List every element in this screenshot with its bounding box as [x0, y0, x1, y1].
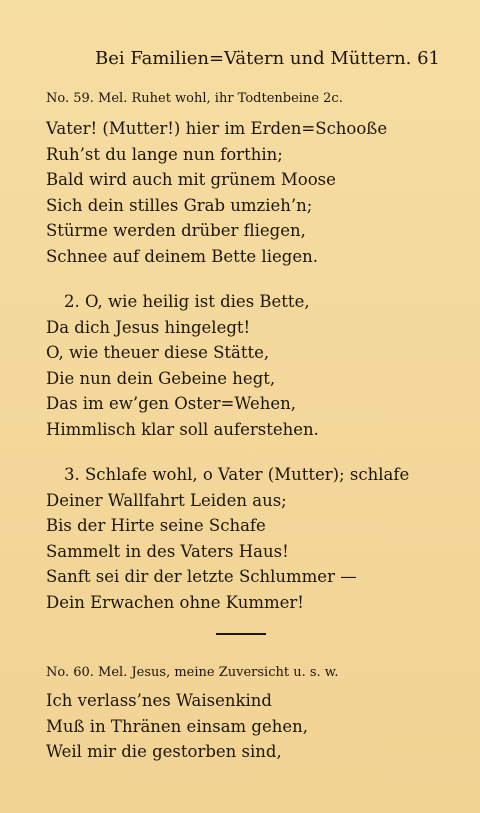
verse-line: O, wie theuer diese Stätte, — [46, 343, 270, 362]
verse-line: 2. O, wie heilig ist dies Bette, — [64, 292, 310, 311]
verse-line: 3. Schlafe wohl, o Vater (Mutter); schlafe — [64, 465, 410, 484]
verse-line: Die nun dein Gebeine hegt, — [46, 368, 276, 388]
verse-line: Das im ew’gen Oster=Wehen, — [46, 394, 297, 413]
verse-line: Deiner Wallfahrt Leiden aus; — [46, 490, 287, 510]
hymn-60-header: No. 60. Mel. Jesus, meine Zuversicht u. s. w. — [46, 665, 339, 680]
section-divider — [216, 633, 266, 635]
verse-line: Muß in Thränen einsam gehen, — [46, 716, 309, 736]
verse-line: Vater! (Mutter!) hier im Erden=Schooße — [46, 119, 388, 138]
verse-line: Sanft sei dir der letzte Schlummer — — [46, 567, 357, 586]
hymn-60-stanza-1 — [46, 688, 440, 765]
verse-line: Da dich Jesus hingelegt! — [46, 317, 251, 337]
verse-line: Sich dein stilles Grab umzieh’n; — [46, 195, 313, 215]
verse-line: Sammelt in des Vaters Haus! — [46, 541, 289, 561]
hymn-59-header: No. 59. Mel. Ruhet wohl, ihr Todtenbeine 2c. — [46, 91, 343, 106]
verse-line: Weil mir die gestorben sind, — [46, 742, 282, 761]
hymn-59-header-block — [46, 88, 440, 110]
hymn-59-stanza-2 — [46, 289, 440, 442]
verse-line: Stürme werden drüber fliegen, — [46, 221, 306, 240]
verse-line: Ich verlass’nes Waisenkind — [46, 691, 272, 710]
verse-line: Dein Erwachen ohne Kummer! — [46, 592, 304, 612]
hymn-59-stanza-1 — [46, 116, 440, 269]
hymn-59-stanza-3 — [46, 462, 440, 615]
page-number: 61 — [417, 48, 440, 69]
verse-line: Bis der Hirte seine Schafe — [46, 516, 266, 535]
verse-line: Himmlisch klar soll auferstehen. — [46, 419, 319, 439]
verse-line: Ruh’st du lange nun forthin; — [46, 144, 283, 164]
verse-line: Schnee auf deinem Bette liegen. — [46, 246, 318, 266]
verse-line: Bald wird auch mit grünem Moose — [46, 170, 336, 189]
running-header — [95, 48, 440, 72]
hymn-60-header-block — [46, 662, 440, 684]
running-title: Bei Familien=Vätern und Müttern. — [95, 48, 412, 69]
